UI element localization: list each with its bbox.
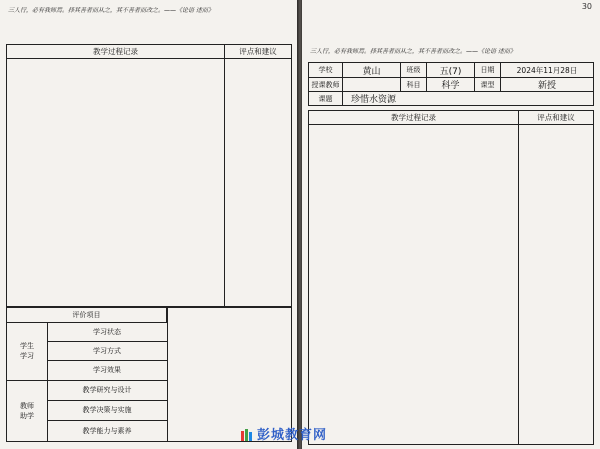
eval-item: 学习效果 (93, 366, 121, 374)
teacher-value (343, 78, 401, 92)
eval-item: 教学决策与实施 (82, 406, 132, 414)
left-comment-title: 评点和建议 (239, 47, 277, 56)
lesson-info-table (308, 62, 594, 106)
watermark-text: 彭城教育网 (257, 428, 328, 443)
page-number: 30 (581, 2, 592, 11)
right-notebook-page (302, 0, 600, 449)
eval-item: 教学研究与设计 (82, 386, 132, 394)
topic-value: 珍惜水资源 (351, 95, 397, 105)
topic-label: 课题 (309, 92, 343, 105)
date-value: 2024年11月28日 (501, 63, 593, 78)
evaluation-table (6, 307, 292, 442)
eval-item: 学习状态 (93, 327, 121, 336)
site-watermark (240, 424, 327, 443)
eval-group-student: 学生 学习 (20, 342, 34, 360)
right-motto: 三人行，必有我师焉。择其善者而从之，其不善者而改之。——《论语 述而》 (310, 48, 516, 55)
right-comment-title: 评点和建议 (537, 113, 575, 122)
type-value: 新授 (501, 78, 593, 92)
school-value: 黄山 (343, 63, 401, 78)
teacher-label: 授课教师 (309, 78, 343, 92)
left-motto: 三人行，必有我师焉。择其善者而从之，其不善者而改之。——《论语 述而》 (8, 7, 214, 14)
left-process-frame (6, 57, 292, 307)
eval-group-teacher: 教师 助学 (20, 401, 34, 420)
left-notebook-page (0, 0, 298, 449)
school-label: 学校 (309, 63, 343, 78)
subject-value: 科学 (427, 78, 475, 92)
class-label: 班级 (401, 63, 427, 78)
right-process-frame (308, 123, 594, 445)
evaluation-title: 评价项目 (7, 308, 167, 322)
right-process-title: 教学过程记录 (309, 111, 519, 124)
type-label: 课型 (475, 78, 501, 92)
date-label: 日期 (475, 63, 501, 78)
subject-label: 科目 (401, 78, 427, 92)
class-value: 五(7) (427, 63, 475, 78)
left-process-title: 教学过程记录 (7, 45, 225, 58)
book-logo-icon (240, 427, 254, 441)
eval-item: 教学能力与素养 (82, 426, 132, 435)
eval-item: 学习方式 (93, 346, 121, 355)
